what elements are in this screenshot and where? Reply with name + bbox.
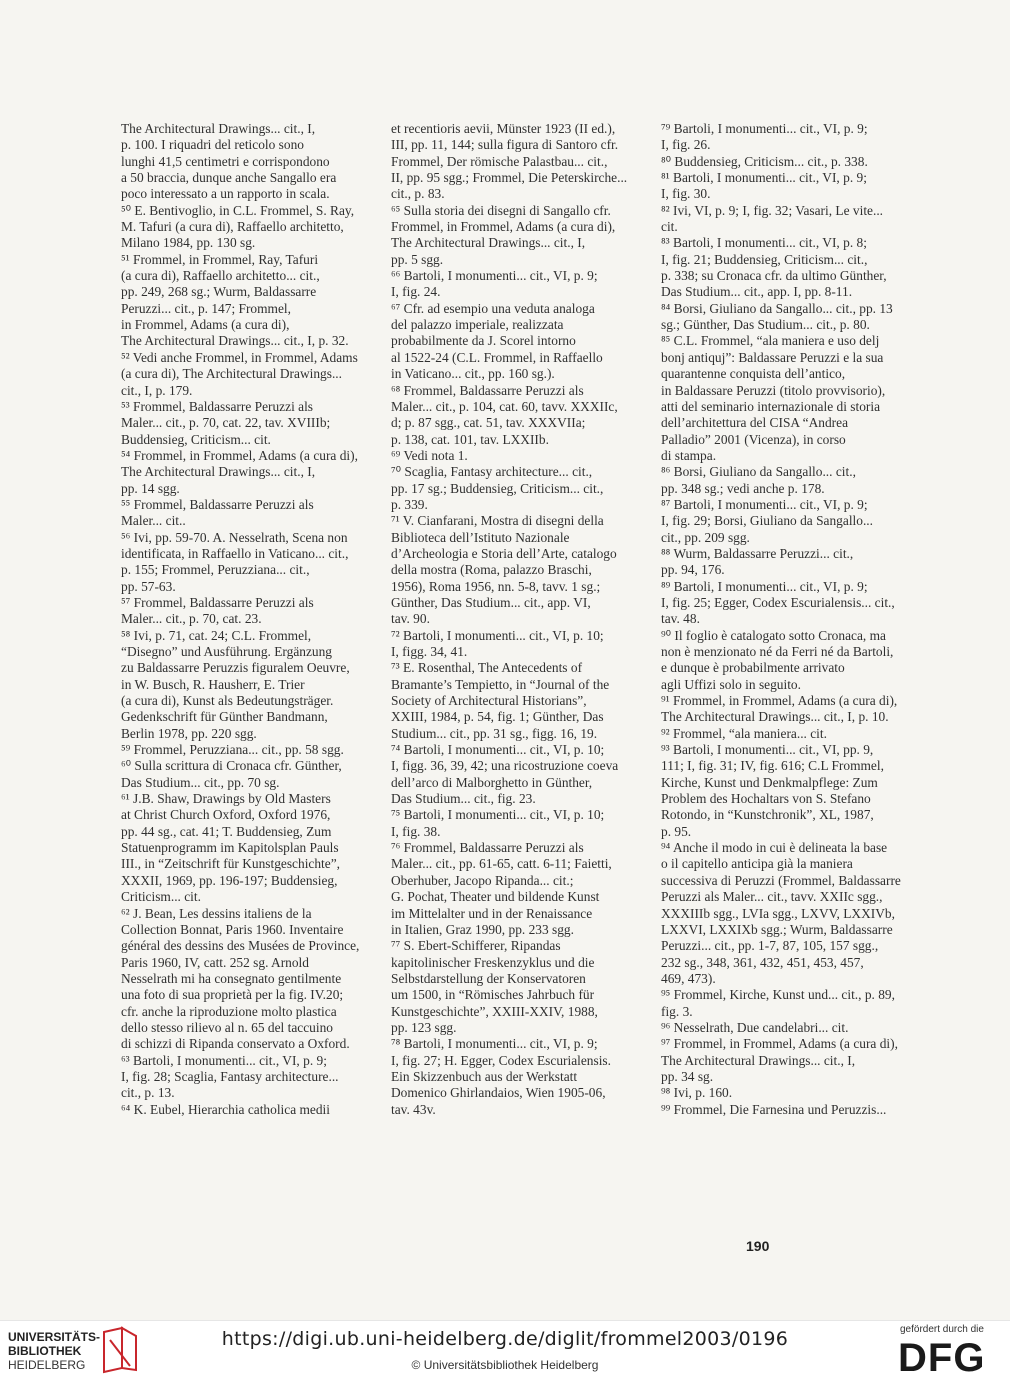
footnote-line: Society of Architectural Historians”, [391, 693, 587, 709]
footnote-line: in Baldassare Peruzzi (titolo provvisorio), [661, 382, 886, 398]
footnote-line: 232 sg., 348, 361, 432, 451, 453, 457, [661, 954, 864, 970]
footnote-line: cfr. anche la riproduzione molto plastica [121, 1003, 337, 1019]
footnote-line: ⁵⁴ Frommel, in Frommel, Adams (a cura di), [121, 447, 358, 463]
footnote-line: ⁶⁴ K. Eubel, Hierarchia catholica medii [121, 1101, 330, 1117]
footnote-line: I, fig. 21; Buddensieg, Criticism... cit., [661, 251, 868, 267]
footnote-line: tav. 90. [391, 611, 430, 627]
footnote-line: ⁶⁶ Bartoli, I monumenti... cit., VI, p. 9; [391, 268, 598, 284]
footnote-line: Paris 1960, IV, catt. 252 sg. Arnold [121, 954, 309, 970]
footnote-line: probabilmente da J. Scorel intorno [391, 333, 576, 349]
footnote-line: The Architectural Drawings... cit., I, p. 32. [121, 333, 349, 349]
footnote-line: dello stesso rilievo al n. 65 del taccuino [121, 1019, 333, 1035]
footnote-line: ⁹⁹ Frommel, Die Farnesina und Peruzzis... [661, 1101, 887, 1117]
footnote-line: pp. 44 sg., cat. 41; T. Buddensieg, Zum [121, 823, 332, 839]
footnote-line: at Christ Church Oxford, Oxford 1976, [121, 807, 331, 823]
footnote-line: um 1500, in “Römisches Jahrbuch für [391, 987, 595, 1003]
footnote-line: ⁷⁶ Frommel, Baldassarre Peruzzi als [391, 840, 584, 856]
footnote-line: ⁸⁹ Bartoli, I monumenti... cit., VI, p. 9; [661, 578, 868, 594]
footnote-line: Maler... cit., p. 70, cat. 23. [121, 611, 262, 627]
footnote-line: XXXIIIb sgg., LVIa sgg., LXVV, LXXIVb, [661, 905, 895, 921]
footnote-line: cit., p. 83. [391, 186, 445, 202]
footnote-line: ⁶³ Bartoli, I monumenti... cit., VI, p. 9; [121, 1052, 327, 1068]
footnote-line: ⁶⁰ Sulla scrittura di Cronaca cfr. Günther, [121, 758, 342, 774]
footnote-line: ⁶⁵ Sulla storia dei disegni di Sangallo cfr. [391, 202, 611, 218]
footnote-line: I, fig. 27; H. Egger, Codex Escurialensis. [391, 1052, 611, 1068]
footnote-line: Studium... cit., pp. 31 sg., figg. 16, 19. [391, 725, 598, 741]
footnote-line: The Architectural Drawings... cit., I, p. 10. [661, 709, 889, 725]
footnote-column-1 [121, 121, 379, 1118]
footnote-line: Maler... cit., p. 104, cat. 60, tavv. XXXIIc, [391, 398, 618, 414]
permalink-url[interactable]: https://digi.ub.uni-heidelberg.de/diglit/frommel2003/0196 [221, 1328, 789, 1350]
footnote-line: ⁹⁷ Frommel, in Frommel, Adams (a cura di), [661, 1036, 898, 1052]
footnote-line: Berlin 1978, pp. 220 sgg. [121, 725, 257, 741]
footnote-line: ⁸⁸ Wurm, Baldassarre Peruzzi... cit., [661, 545, 854, 561]
footnote-line: Frommel, in Frommel, Adams (a cura di), [391, 219, 616, 235]
footnote-line: ⁷⁰ Scaglia, Fantasy architecture... cit., [391, 464, 593, 480]
footnote-line: cit., I, p. 179. [121, 382, 193, 398]
footnote-line: Frommel, Der römische Palastbau... cit., [391, 153, 608, 169]
footnote-line: dell’architettura del CISA “Andrea [661, 415, 849, 431]
footnote-line: tav. 48. [661, 611, 700, 627]
footnote-line: ⁵² Vedi anche Frommel, in Frommel, Adams [121, 349, 358, 365]
footnote-line: général des dessins des Musées de Province, [121, 938, 360, 954]
footnote-line: di stampa. [661, 447, 717, 463]
library-line-1: UNIVERSITÄTS- [8, 1330, 101, 1344]
footnote-line: XXIII, 1984, p. 54, fig. 1; Günther, Das [391, 709, 604, 725]
footnote-line: p. 100. I riquadri del reticolo sono [121, 137, 304, 153]
footnote-line: ⁷⁵ Bartoli, I monumenti... cit., VI, p. 10; [391, 807, 605, 823]
footnote-line: Domenico Ghirlandaios, Wien 1905-06, [391, 1085, 606, 1101]
footnote-line: tav. 43v. [391, 1101, 436, 1117]
footnote-column-2 [391, 121, 649, 1118]
footnote-line: I, fig. 38. [391, 823, 441, 839]
footnote-line: successiva di Peruzzi (Frommel, Baldassarre [661, 872, 901, 888]
footnote-line: p. 155; Frommel, Peruzziana... cit., [121, 562, 310, 578]
footnote-line: bonj antiquj”: Baldassare Peruzzi e la sua [661, 349, 884, 365]
footnote-line: Bramante’s Tempietto, in “Journal of the [391, 676, 610, 692]
footnote-line: ⁶⁷ Cfr. ad esempio una veduta analoga [391, 300, 595, 316]
footnote-line: Palladio” 2001 (Vicenza), in corso [661, 431, 846, 447]
library-line-2: BIBLIOTHEK [8, 1344, 82, 1358]
footnote-line: pp. 94, 176. [661, 562, 725, 578]
page-number: 190 [746, 1238, 770, 1254]
footnote-line: pp. 5 sgg. [391, 251, 444, 267]
footnote-line: ⁵⁷ Frommel, Baldassarre Peruzzi als [121, 594, 314, 610]
footnote-line: del palazzo imperiale, realizzata [391, 317, 564, 333]
footnote-line: ⁹⁵ Frommel, Kirche, Kunst und... cit., p. 89, [661, 987, 895, 1003]
footnote-line: ⁵⁵ Frommel, Baldassarre Peruzzi als [121, 496, 314, 512]
footnote-line: o il capitello anticipa già la maniera [661, 856, 853, 872]
footnote-line: fig. 3. [661, 1003, 693, 1019]
footnote-line: I, fig. 28; Scaglia, Fantasy architecture... [121, 1068, 339, 1084]
footnote-line: Buddensieg, Criticism... cit. [121, 431, 271, 447]
footnote-line: p. 339. [391, 496, 428, 512]
footnote-line: ⁸⁴ Borsi, Giuliano da Sangallo... cit., pp. 13 [661, 300, 893, 316]
footnote-line: Das Studium... cit., app. I, pp. 8-11. [661, 284, 853, 300]
footnote-line: III., in “Zeitschrift für Kunstgeschichte”, [121, 856, 341, 872]
footnote-line: ⁵⁸ Ivi, p. 71, cat. 24; C.L. Frommel, [121, 627, 312, 643]
footnote-line: pp. 249, 268 sg.; Wurm, Baldassarre [121, 284, 317, 300]
footnote-line: pp. 123 sgg. [391, 1019, 457, 1035]
footnote-line: quarantenne conquista dell’antico, [661, 366, 846, 382]
footnote-line: I, fig. 25; Egger, Codex Escurialensis... cit., [661, 594, 895, 610]
footnote-line: in W. Busch, R. Hausherr, E. Trier [121, 676, 305, 692]
footnote-line: Gedenkschrift für Günther Bandmann, [121, 709, 328, 725]
footnote-line: The Architectural Drawings... cit., I, [121, 464, 316, 480]
footnote-line: p. 338; su Cronaca cfr. da ultimo Günther, [661, 268, 887, 284]
footnote-line: 469, 473). [661, 970, 716, 986]
footnote-line: (a cura di), Kunst als Bedeutungsträger. [121, 693, 334, 709]
footnote-line: ⁸⁶ Borsi, Giuliano da Sangallo... cit., [661, 464, 856, 480]
footnote-line: Kunstgeschichte”, XXIII-XXIV, 1988, [391, 1003, 598, 1019]
footnote-line: Das Studium... cit., pp. 70 sg. [121, 774, 280, 790]
footnote-line: ⁷⁴ Bartoli, I monumenti... cit., VI, p. 10; [391, 742, 605, 758]
footnote-line: pp. 348 sg.; vedi anche p. 178. [661, 480, 825, 496]
footnote-line: al 1522-24 (C.L. Frommel, in Raffaello [391, 349, 603, 365]
footnote-line: Collection Bonnat, Paris 1960. Inventaire [121, 921, 344, 937]
footnote-line: ⁸² Ivi, VI, p. 9; I, fig. 32; Vasari, Le vite... [661, 202, 884, 218]
footnote-line: Maler... cit.. [121, 513, 186, 529]
footnote-line: pp. 34 sg. [661, 1068, 714, 1084]
footnote-line: im Mittelalter und in der Renaissance [391, 905, 593, 921]
library-line-3: HEIDELBERG [8, 1358, 86, 1372]
footnote-line: Selbstdarstellung der Konservatoren [391, 970, 586, 986]
footnote-line: Peruzzi als Maler... cit., tavv. XXIIc sgg., [661, 889, 883, 905]
footnote-line: ⁷² Bartoli, I monumenti... cit., VI, p. 10; [391, 627, 604, 643]
footnote-line: 1956), Roma 1956, nn. 5-8, tavv. 1 sg.; [391, 578, 601, 594]
footnote-line: p. 138, cat. 101, tav. LXXIIb. [391, 431, 549, 447]
footnote-line: Problem des Hochaltars von S. Stefano [661, 791, 871, 807]
footnote-column-3 [661, 121, 919, 1118]
footnote-line: ⁷⁹ Bartoli, I monumenti... cit., VI, p. 9; [661, 121, 868, 136]
footnote-line: XXXII, 1969, pp. 196-197; Buddensieg, [121, 872, 338, 888]
footnote-line: ⁸⁵ C.L. Frommel, “ala maniera e uso delj [661, 333, 880, 349]
footnote-line: ⁵⁰ E. Bentivoglio, in C.L. Frommel, S. Ray, [121, 202, 355, 218]
footnote-line: Statuenprogramm im Kapitolsplan Pauls [121, 840, 339, 856]
footnote-line: ⁷³ E. Rosenthal, The Antecedents of [391, 660, 583, 676]
footnote-line: Kirche, Kunst und Denkmalpflege: Zum [661, 774, 878, 790]
footnote-line: Oberhuber, Jacopo Ripanda... cit.; [391, 872, 574, 888]
footnote-line: agli Uffizi solo in seguito. [661, 676, 801, 692]
footnote-line: ⁸⁰ Buddensieg, Criticism... cit., p. 338. [661, 153, 868, 169]
dfg-logo: DFG [898, 1336, 986, 1380]
footnote-line: ⁶² J. Bean, Les dessins italiens de la [121, 905, 312, 921]
footnote-line: cit., p. 13. [121, 1085, 175, 1101]
funding-label: gefördert durch die [900, 1324, 984, 1335]
footnote-line: della mostra (Roma, palazzo Braschi, [391, 562, 592, 578]
footnote-line: ⁷¹ V. Cianfarani, Mostra di disegni della [391, 513, 604, 529]
footnote-line: ⁹³ Bartoli, I monumenti... cit., VI, pp. 9, [661, 742, 874, 758]
footnote-line: ⁹⁶ Nesselrath, Due candelabri... cit. [661, 1019, 849, 1035]
footnote-line: G. Pochat, Theater und bildende Kunst [391, 889, 600, 905]
footnote-line: Nesselrath mi ha consegnato gentilmente [121, 970, 342, 986]
footnote-line: ⁵⁹ Frommel, Peruzziana... cit., pp. 58 sgg. [121, 742, 344, 758]
footnote-line: ⁸¹ Bartoli, I monumenti... cit., VI, p. 9; [661, 170, 867, 186]
footnote-line: et recentioris aevii, Münster 1923 (II ed.), [391, 121, 616, 136]
footnote-line: ⁹⁸ Ivi, p. 160. [661, 1085, 733, 1101]
footnote-line: cit. [661, 219, 678, 235]
footnote-line: d’Archeologia e Storia dell’Arte, catalogo [391, 545, 617, 561]
footnote-line: pp. 17 sg.; Buddensieg, Criticism... cit., [391, 480, 604, 496]
footnote-line: Das Studium... cit., fig. 23. [391, 791, 536, 807]
footnote-line: Günther, Das Studium... cit., app. VI, [391, 594, 591, 610]
footnote-line: I, fig. 26. [661, 137, 711, 153]
footnote-line: “Disegno” und Ausführung. Ergänzung [121, 644, 332, 659]
footnote-line: in Vaticano... cit., pp. 160 sg.). [391, 366, 555, 382]
footnote-line: e dunque è probabilmente arrivato [661, 660, 845, 676]
footnote-line: non è menzionato né da Ferri né da Bartoli, [661, 644, 894, 659]
footnote-line: The Architectural Drawings... cit., I, [121, 121, 316, 136]
footnote-line: ⁹¹ Frommel, in Frommel, Adams (a cura di), [661, 693, 898, 709]
footnote-line: I, fig. 29; Borsi, Giuliano da Sangallo... [661, 513, 873, 529]
footnote-line: p. 95. [661, 823, 692, 839]
footnote-line: Peruzzi... cit., pp. 1-7, 87, 105, 157 sgg., [661, 938, 879, 954]
footnote-line: III, pp. 11, 144; sulla figura di Santoro cfr. [391, 137, 619, 153]
footnote-line: in Italien, Graz 1990, pp. 233 sgg. [391, 921, 574, 937]
footnote-line: ⁹⁰ Il foglio è catalogato sotto Cronaca, ma [661, 627, 886, 643]
footnote-line: dell’arco di Malborghetto in Günther, [391, 774, 593, 790]
footnote-line: ⁵¹ Frommel, in Frommel, Ray, Tafuri [121, 251, 319, 267]
footnote-line: Rotondo, in “Kunstchronik”, XL, 1987, [661, 807, 874, 823]
footnote-line: lunghi 41,5 centimetri e corrispondono [121, 153, 330, 169]
footnote-line: ⁷⁸ Bartoli, I monumenti... cit., VI, p. 9; [391, 1036, 598, 1052]
footnote-line: ⁹⁴ Anche il modo in cui è delineata la base [661, 840, 888, 856]
footnote-line: sg.; Günther, Das Studium... cit., p. 80. [661, 317, 870, 333]
footnote-line: a 50 braccia, dunque anche Sangallo era [121, 170, 337, 186]
footnote-line: Milano 1984, pp. 130 sg. [121, 235, 256, 251]
footnote-line: M. Tafuri (a cura di), Raffaello architetto, [121, 219, 344, 235]
footnote-line: Maler... cit., pp. 61-65, catt. 6-11; Faietti, [391, 856, 612, 872]
footnote-line: ⁵³ Frommel, Baldassarre Peruzzi als [121, 398, 314, 414]
footnote-line: Ein Skizzenbuch aus der Werkstatt [391, 1068, 578, 1084]
footnote-line: Biblioteca dell’Istituto Nazionale [391, 529, 570, 545]
footnote-line: ⁹² Frommel, “ala maniera... cit. [661, 725, 827, 741]
footnote-line: ⁸³ Bartoli, I monumenti... cit., VI, p. 8; [661, 235, 867, 251]
footnote-line: I, figg. 36, 39, 42; una ricostruzione coeva [391, 758, 619, 774]
footnote-line: (a cura di), Raffaello architetto... cit., [121, 268, 320, 284]
footnote-line: LXXVI, LXXIXb sgg.; Wurm, Baldassarre [661, 921, 893, 937]
footnote-line: ⁶¹ J.B. Shaw, Drawings by Old Masters [121, 791, 331, 807]
footnote-line: Criticism... cit. [121, 889, 201, 905]
footnote-line: I, figg. 34, 41. [391, 644, 468, 659]
footnote-line: II, pp. 95 sgg.; Frommel, Die Peterskirche... [391, 170, 628, 186]
footnote-line: kapitolinischer Freskenzyklus und die [391, 954, 595, 970]
footnote-line: ⁶⁸ Frommel, Baldassarre Peruzzi als [391, 382, 584, 398]
footnote-line: pp. 14 sgg. [121, 480, 180, 496]
footnote-line: identificata, in Raffaello in Vaticano... cit., [121, 545, 349, 561]
footnote-line: ⁷⁷ S. Ebert-Schifferer, Ripandas [391, 938, 561, 954]
footnote-line: ⁸⁷ Bartoli, I monumenti... cit., VI, p. 9; [661, 496, 868, 512]
footnote-line: in Frommel, Adams (a cura di), [121, 317, 290, 333]
footnote-line: cit., pp. 209 sgg. [661, 529, 750, 545]
footnote-line: pp. 57-63. [121, 578, 176, 594]
footnote-line: poco interessato a un rapporto in scala. [121, 186, 330, 202]
footnote-line: zu Baldassarre Peruzzis figuralem Oeuvre, [121, 660, 350, 676]
footnote-line: (a cura di), The Architectural Drawings... [121, 366, 342, 382]
footnote-line: I, fig. 24. [391, 284, 441, 300]
copyright-notice: © Universitätsbibliothek Heidelberg [411, 1358, 599, 1372]
footnote-line: 111; I, fig. 31; IV, fig. 616; C.L Frommel, [661, 758, 884, 774]
footnote-line: Maler... cit., p. 70, cat. 22, tav. XVIIIb; [121, 415, 331, 431]
footnote-line: Peruzzi... cit., p. 147; Frommel, [121, 300, 291, 316]
footnote-line: una foto di sua proprietà per la fig. IV.20; [121, 987, 344, 1003]
footnote-line: d; p. 87 sgg., cat. 51, tav. XXXVIIa; [391, 415, 586, 431]
footnote-line: The Architectural Drawings... cit., I, [661, 1052, 856, 1068]
footnote-line: The Architectural Drawings... cit., I, [391, 235, 586, 251]
footnote-line: ⁵⁶ Ivi, pp. 59-70. A. Nesselrath, Scena non [121, 529, 348, 545]
footnote-line: di schizzi di Ripanda conservato a Oxford. [121, 1036, 350, 1052]
footnote-line: I, fig. 30. [661, 186, 711, 202]
footnote-line: atti del seminario internazionale di storia [661, 398, 881, 414]
footnote-line: ⁶⁹ Vedi nota 1. [391, 447, 468, 463]
